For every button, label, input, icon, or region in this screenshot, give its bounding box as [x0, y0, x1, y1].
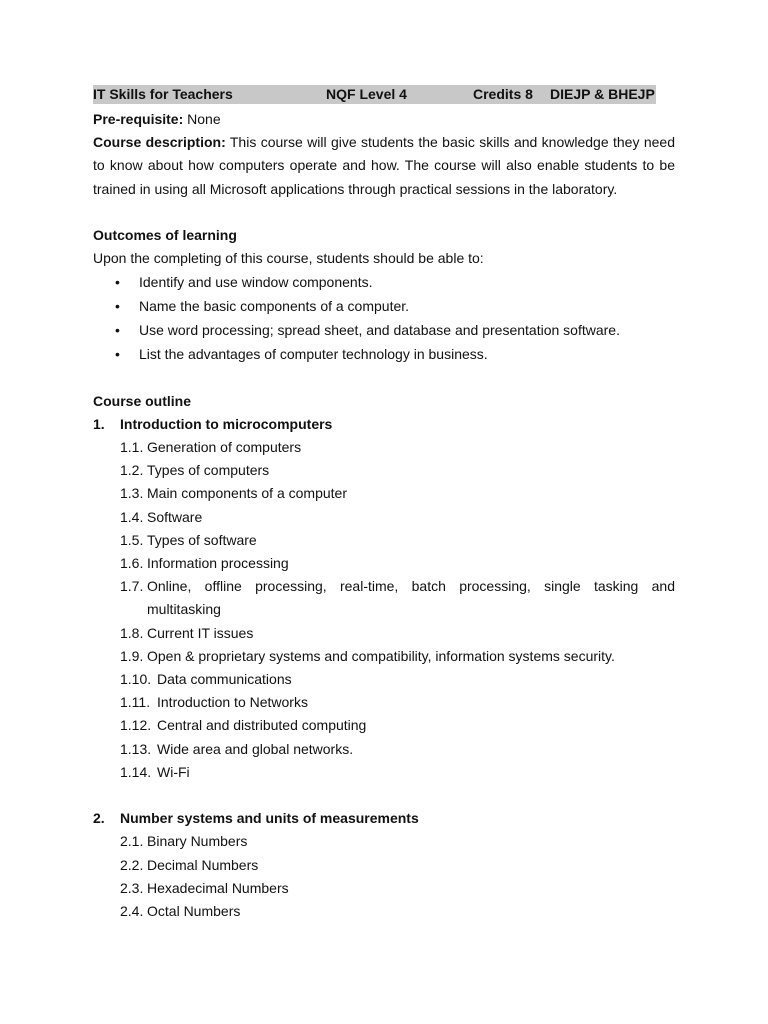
bullet-icon: • — [115, 298, 120, 315]
outline-item: 1.8. Current IT issues — [120, 624, 254, 641]
outline-item: 1.11. Introduction to Networks — [120, 694, 308, 711]
programs: DIEJP & BHEJP — [550, 86, 655, 102]
prerequisite-line — [93, 108, 675, 131]
outline-item: 1.10. Data communications — [120, 671, 292, 688]
outline-item: 1.9. Open & proprietary systems and compatibility, information systems security. — [120, 647, 615, 664]
list-item: • Use word processing; spread sheet, and database and presentation software. — [93, 318, 675, 342]
credits: Credits 8 — [473, 86, 533, 102]
outline-item: 1.7. Online, offline processing, real-time, batch processing, single tasking and — [120, 578, 675, 595]
bullet-icon: • — [115, 322, 120, 339]
prerequisite-value: None — [183, 111, 221, 127]
list-item: • List the advantages of computer technology in business. — [93, 342, 675, 366]
outline-item: 2.3. Hexadecimal Numbers — [120, 879, 289, 896]
outline-item: 1.14. Wi-Fi — [120, 763, 190, 780]
document-page — [93, 85, 675, 923]
course-description — [93, 131, 675, 201]
course-header-bar — [93, 85, 656, 104]
outline-heading: Course outline — [93, 392, 192, 409]
section-heading: 1. Introduction to microcomputers — [93, 415, 333, 432]
outcomes-heading: Outcomes of learning — [93, 227, 237, 243]
section-heading: 2. Number systems and units of measurements — [93, 810, 419, 827]
outline-item-continuation: multitasking — [147, 601, 221, 618]
outline-item: 2.4. Octal Numbers — [120, 903, 241, 920]
outline-item: 1.13. Wide area and global networks. — [120, 740, 354, 757]
outline-item: 2.1. Binary Numbers — [120, 833, 248, 850]
course-title: IT Skills for Teachers — [93, 86, 233, 102]
nqf-level: NQF Level 4 — [326, 86, 407, 102]
outline-item: 1.5. Types of software — [120, 531, 257, 548]
outline-item: 1.2. Types of computers — [120, 462, 270, 479]
outcomes-intro: Upon the completing of this course, students should be able to: — [93, 250, 484, 267]
description-text: This course will give students the basic skills and knowledge they need to know about how computers operate and how. The course will also enable students to be trained in using all Microsoft applications through practical sessions in the laboratory. — [93, 134, 675, 197]
description-label: Course description: — [93, 134, 226, 151]
outcomes-list — [93, 270, 675, 366]
outline-item: 1.3. Main components of a computer — [120, 485, 347, 502]
outline-item: 1.12. Central and distributed computing — [120, 717, 367, 734]
bullet-icon: • — [115, 346, 120, 363]
list-item: • Name the basic components of a computer. — [93, 294, 675, 318]
list-item: • Identify and use window components. — [93, 270, 675, 294]
outline-item: 1.4. Software — [120, 508, 203, 525]
bullet-icon: • — [115, 274, 120, 291]
outline-item: 1.6. Information processing — [120, 555, 289, 572]
prerequisite-label: Pre-requisite: — [93, 111, 184, 127]
outline-item: 1.1. Generation of computers — [120, 439, 302, 455]
outline-item: 2.2. Decimal Numbers — [120, 856, 259, 873]
